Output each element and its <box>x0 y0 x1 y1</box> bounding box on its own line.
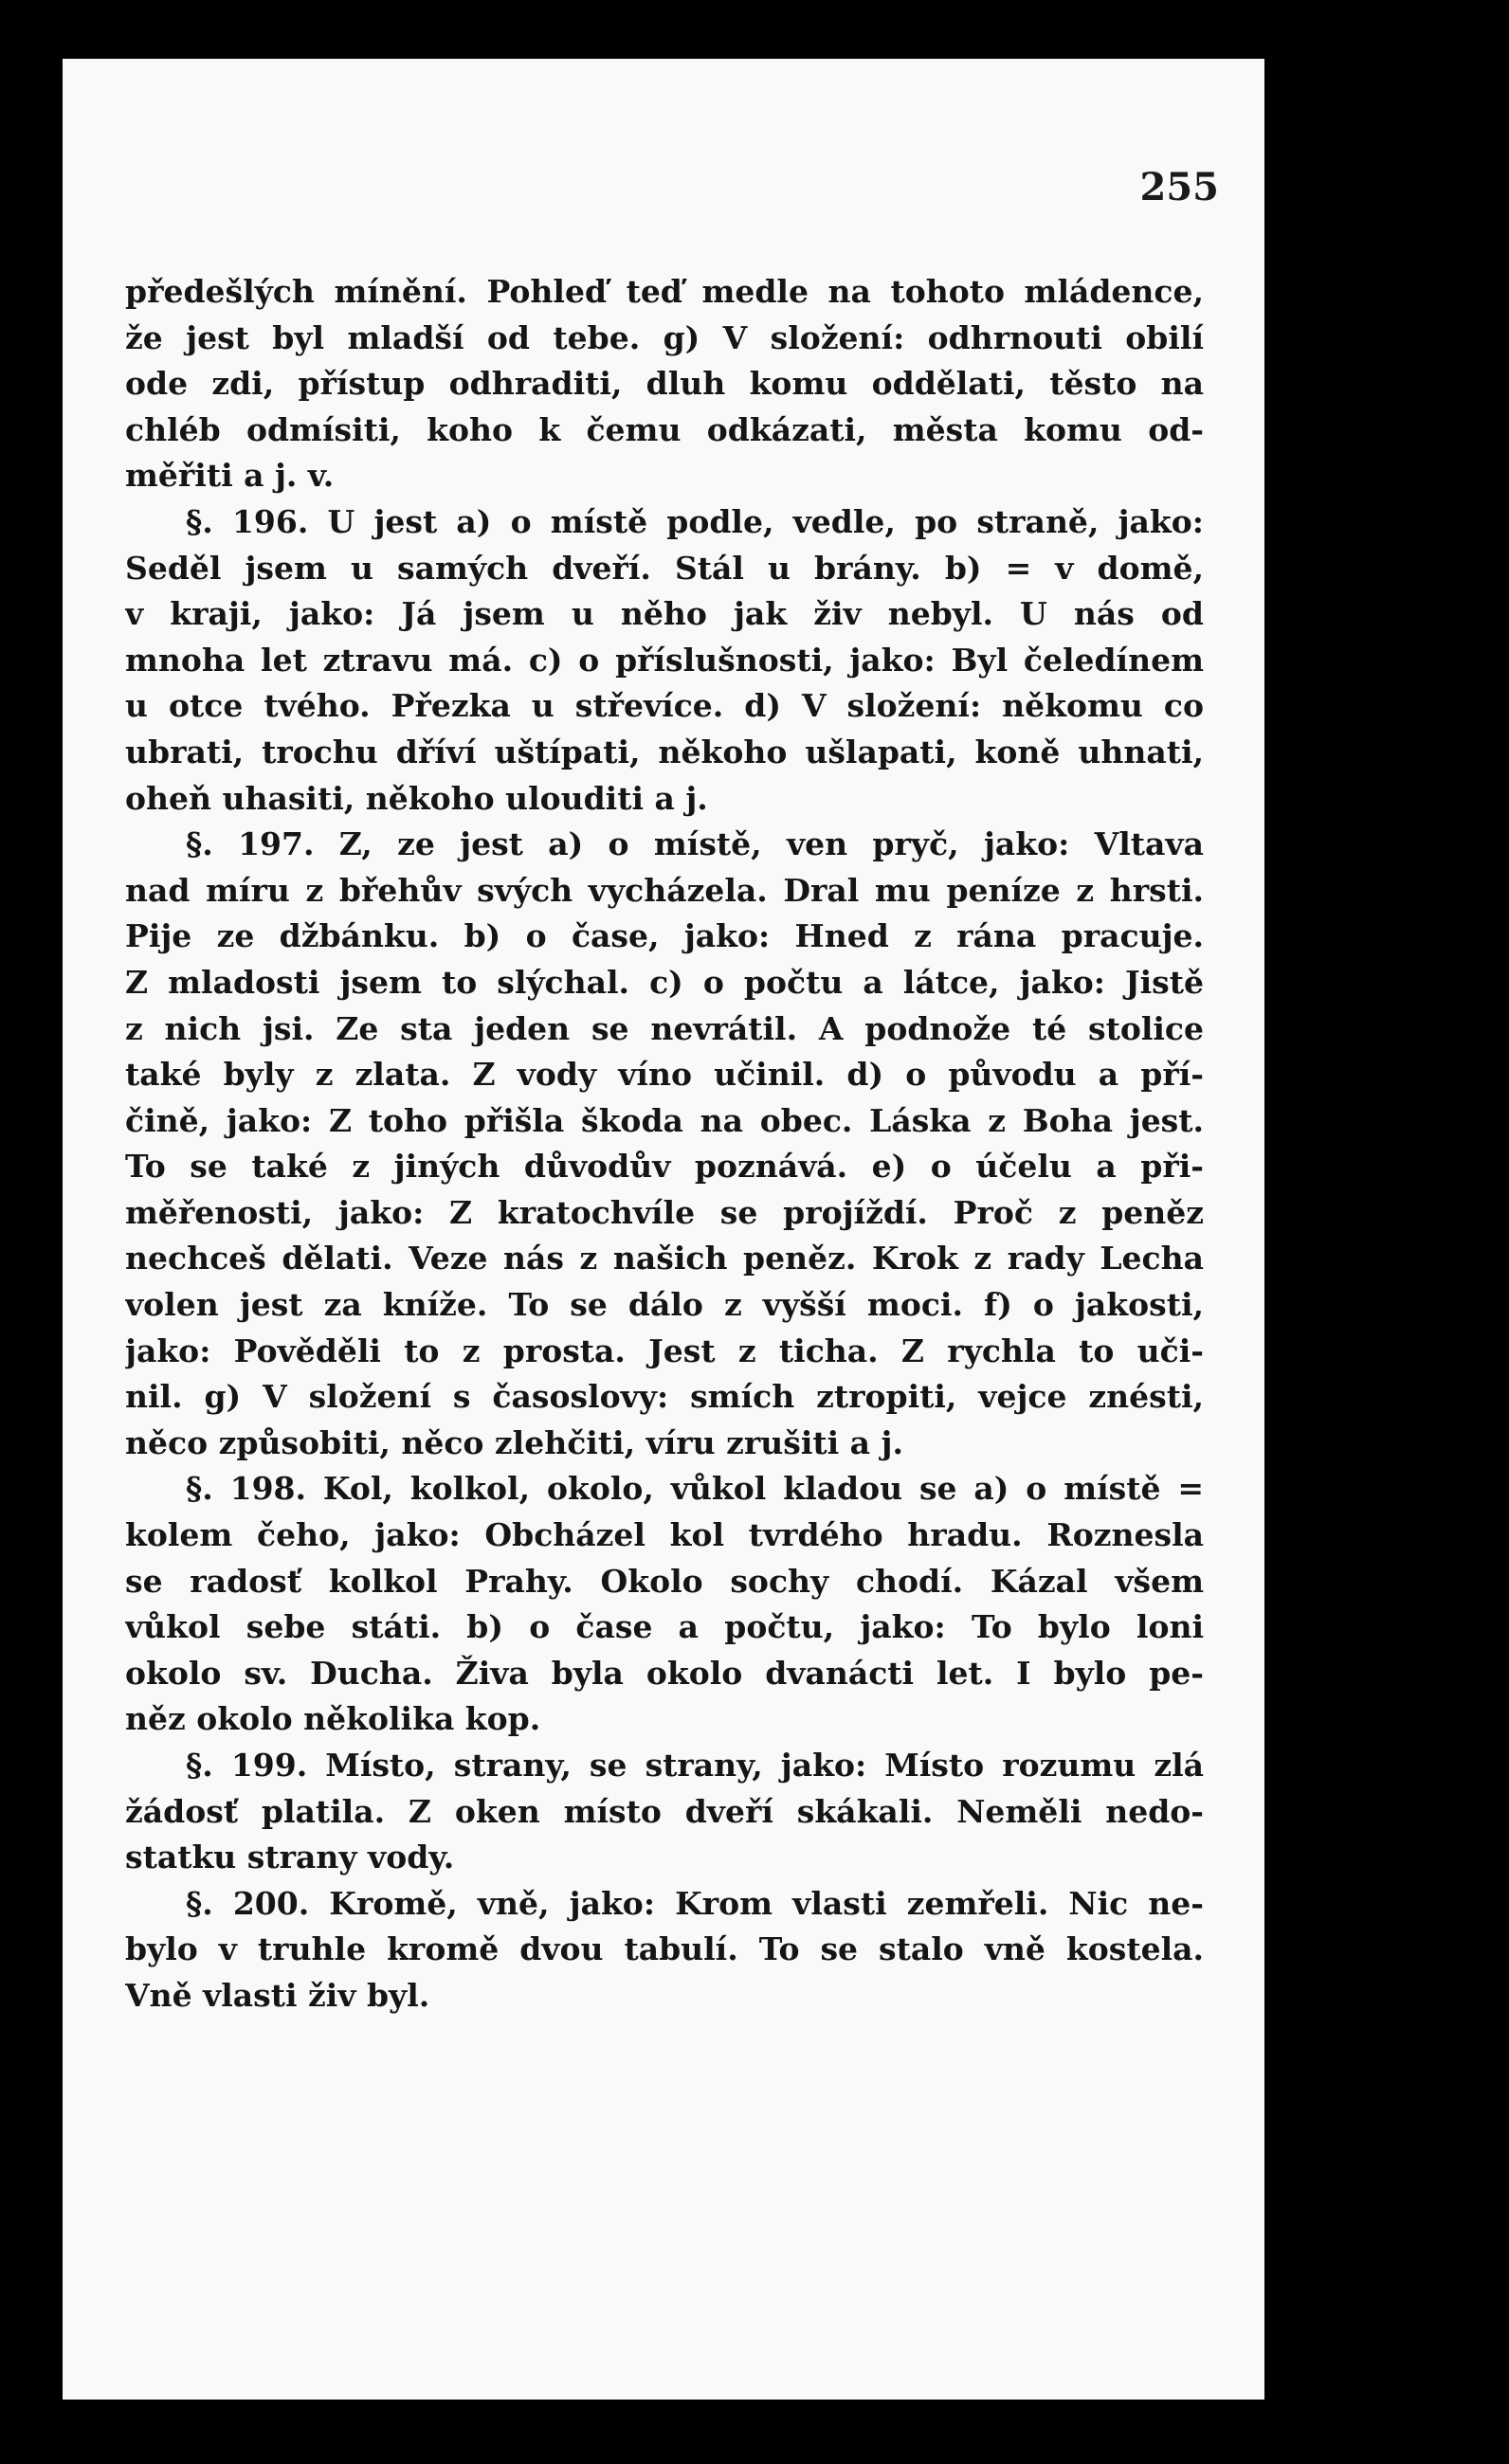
book-page <box>63 59 1264 2400</box>
text-line: žádosť platila. Z oken místo dveří skákali. Neměli nedo- <box>125 1792 1204 1830</box>
text-line: nil. g) V složení s časoslovy: smích ztropiti, vejce znésti, <box>125 1378 1204 1416</box>
text-line: že jest byl mladší od tebe. g) V složení: odhrnouti obilí <box>125 318 1204 356</box>
text-line: jako: Pověděli to z prosta. Jest z ticha. Z rychla to uči- <box>125 1332 1204 1369</box>
text-line: §. 197. Z, ze jest a) o místě, ven pryč, jako: Vltava <box>186 825 1204 863</box>
text-line: Seděl jsem u samých dveří. Stál u brány. b) = v domě, <box>125 549 1204 587</box>
text-line: v kraji, jako: Já jsem u něho jak živ nebyl. U nás od <box>125 595 1204 633</box>
text-line: předešlých mínění. Pohleď teď medle na tohoto mládence, <box>125 273 1204 310</box>
text-line: mnoha let ztravu má. c) o příslušnosti, jako: Byl čeledínem <box>125 641 1204 679</box>
text-line: Vně vlasti živ byl. <box>125 1976 430 2014</box>
text-line: ode zdi, přístup odhraditi, dluh komu oddělati, těsto na <box>125 365 1204 403</box>
text-line: oheň uhasiti, někoho ulouditi a j. <box>125 779 708 817</box>
text-line: měřiti a j. v. <box>125 457 335 495</box>
text-line: nad míru z břehův svých vycházela. Dral mu peníze z hrsti. <box>125 871 1204 909</box>
text-line: Z mladosti jsem to slýchal. c) o počtu a látce, jako: Jistě <box>125 963 1204 1001</box>
text-line: §. 199. Místo, strany, se strany, jako: Místo rozumu zlá <box>186 1747 1204 1784</box>
text-line: §. 200. Kromě, vně, jako: Krom vlasti zemřeli. Nic ne- <box>186 1884 1204 1922</box>
text-line: něz okolo několika kop. <box>125 1700 541 1738</box>
text-line: chléb odmísiti, koho k čemu odkázati, města komu od- <box>125 410 1204 448</box>
text-line: okolo sv. Ducha. Živa byla okolo dvanácti let. I bylo pe- <box>125 1654 1204 1692</box>
text-line: něco způsobiti, něco zlehčiti, víru zrušiti a j. <box>125 1423 903 1461</box>
text-line: statku strany vody. <box>125 1839 455 1876</box>
page-number: 255 <box>1139 165 1219 209</box>
text-line: bylo v truhle kromě dvou tabulí. To se stalo vně kostela. <box>125 1930 1204 1968</box>
text-line: volen jest za kníže. To se dálo z vyšší moci. f) o jakosti, <box>125 1286 1204 1324</box>
text-line: u otce tvého. Přezka u střevíce. d) V složení: někomu co <box>125 687 1204 725</box>
text-line: z nich jsi. Ze sta jeden se nevrátil. A podnože té stolice <box>125 1009 1204 1047</box>
text-line: nechceš dělati. Veze nás z našich peněz. Krok z rady Lecha <box>125 1240 1204 1277</box>
text-line: ubrati, trochu dříví uštípati, někoho ušlapati, koně uhnati, <box>125 733 1204 770</box>
text-line: §. 196. U jest a) o místě podle, vedle, po straně, jako: <box>186 502 1204 540</box>
text-line: To se také z jiných důvodův poznává. e) o účelu a při- <box>125 1148 1204 1186</box>
text-line: kolem čeho, jako: Obcházel kol tvrdého hradu. Roznesla <box>125 1516 1204 1554</box>
text-line: Pije ze džbánku. b) o čase, jako: Hned z rána pracuje. <box>125 917 1204 955</box>
text-line: vůkol sebe státi. b) o čase a počtu, jako: To bylo loni <box>125 1608 1204 1646</box>
text-line: také byly z zlata. Z vody víno učinil. d) o původu a pří- <box>125 1056 1204 1094</box>
text-line: se radosť kolkol Prahy. Okolo sochy chodí. Kázal všem <box>125 1562 1204 1600</box>
text-line: §. 198. Kol, kolkol, okolo, vůkol kladou se a) o místě = <box>186 1470 1204 1508</box>
body-text <box>125 269 1204 2020</box>
text-line: měřenosti, jako: Z kratochvíle se projíždí. Proč z peněz <box>125 1193 1204 1231</box>
text-line: čině, jako: Z toho přišla škoda na obec. Láska z Boha jest. <box>125 1101 1204 1139</box>
